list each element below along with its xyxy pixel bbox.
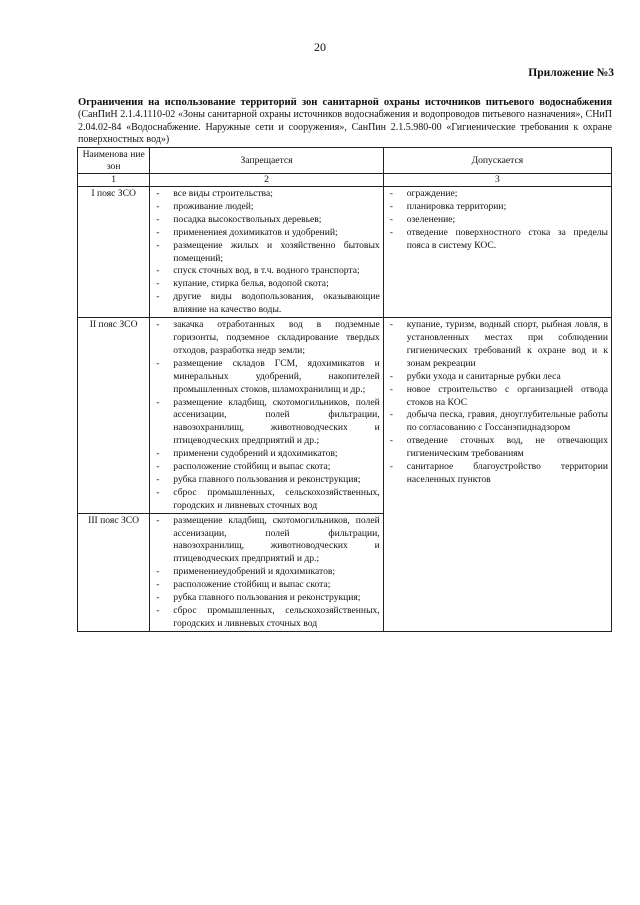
list-item: - проживание людей;: [153, 201, 379, 214]
header-allowed: Допускается: [383, 148, 611, 174]
zone-name-3: III пояс ЗСО: [78, 513, 150, 631]
table-header-row: [78, 148, 612, 174]
table-row-zone-1: [78, 187, 612, 318]
list-item: - другие виды водопользования, оказывающие влияние на качество воды.: [153, 291, 379, 317]
header-forbidden: Запрещается: [150, 148, 383, 174]
list-item: - закачка отработанных вод в подземные горизонты, подземное складирование твердых отходов, разработка недр земли;: [153, 319, 379, 358]
list-item: - сброс промышленных, сельскохозяйственных, городских и ливневых сточных вод: [153, 605, 379, 631]
zone-name-1: I пояс ЗСО: [78, 187, 150, 318]
forbidden-cell-3: [150, 513, 383, 631]
table-row-zone-2: [78, 318, 612, 514]
list-item: - рубка главного пользования и реконструкция;: [153, 474, 379, 487]
list-item: - применени судобрений и ядохимикатов;: [153, 448, 379, 461]
list-item: - применениеудобрений и ядохимикатов;: [153, 566, 379, 579]
list-item: - ограждение;: [387, 188, 608, 201]
forbidden-cell-1: [150, 187, 383, 318]
column-number-1: 1: [78, 174, 150, 187]
heading-bold: Ограничения на использование территорий зон санитарной охраны источников питьевого водоснабжения: [78, 97, 612, 108]
list-item: - сброс промышленных, сельскохозяйственных, городских и ливневых сточных вод: [153, 487, 379, 513]
list-item: - размещение кладбищ, скотомогильников, полей ассенизации, полей фильтрации, навозохранилищ, животноводческих и птицеводческих предприятий и др.;: [153, 397, 379, 449]
list-item: - санитарное благоустройство территории населенных пунктов: [387, 461, 608, 487]
list-item: - спуск сточных вод, в т.ч. водного транспорта;: [153, 265, 379, 278]
list-item: - отведение поверхностного стока за пределы пояса в систему КОС.: [387, 227, 608, 253]
list-item: - размещение складов ГСМ, ядохимикатов и минеральных удобрений, накопителей промышленных стоков, шламохранилищ и др.;: [153, 358, 379, 397]
restrictions-table: [77, 147, 612, 632]
list-item: - рубки ухода и санитарные рубки леса: [387, 371, 608, 384]
list-item: - расположение стойбищ и выпас скота;: [153, 579, 379, 592]
list-item: - размещение кладбищ, скотомогильников, полей ассенизации, полей фильтрации, навозохранилищ, животноводческих и птицеводческих предприятий и др.;: [153, 515, 379, 567]
table-number-row: [78, 174, 612, 187]
forbidden-cell-2: [150, 318, 383, 514]
list-item: - купание, туризм, водный спорт, рыбная ловля, в установленных местах при соблюдении гигиенических требований к охране вод и к зонам рекреации: [387, 319, 608, 371]
allowed-cell-2: [383, 318, 611, 632]
list-item: - размещение жилых и хозяйственно бытовых помещений;: [153, 240, 379, 266]
header-zone-name: Наименова ние зон: [78, 148, 150, 174]
appendix-label: Приложение №3: [528, 67, 614, 79]
list-item: - применениея дохимикатов и удобрений;: [153, 227, 379, 240]
list-item: - купание, стирка белья, водопой скота;: [153, 278, 379, 291]
list-item: - рубка главного пользования и реконструкция;: [153, 592, 379, 605]
column-number-3: 3: [383, 174, 611, 187]
list-item: - озеленение;: [387, 214, 608, 227]
heading-normal: (СанПиН 2.1.4.1110-02 «Зоны санитарной охраны источников водоснабжения и водопроводов питьевого назначения», СНиП 2.04.02-84 «Водоснабжение. Наружные сети и сооружения», СанПин 2.1.5.980-00 «Гигиенические требования к охране поверхностных вод»): [78, 109, 612, 145]
zone-name-2: II пояс ЗСО: [78, 318, 150, 514]
list-item: - все виды строительства;: [153, 188, 379, 201]
list-item: - планировка территории;: [387, 201, 608, 214]
page-number: 20: [314, 40, 326, 54]
allowed-cell-1: [383, 187, 611, 318]
list-item: - отведение сточных вод, не отвечающих гигиеническим требованиям: [387, 435, 608, 461]
column-number-2: 2: [150, 174, 383, 187]
list-item: - новое строительство с организацией отвода стоков на КОС: [387, 384, 608, 410]
list-item: - добыча песка, гравия, дноуглубительные работы по согласованию с Госсанэпиднадзором: [387, 409, 608, 435]
list-item: - расположение стойбищ и выпас скота;: [153, 461, 379, 474]
document-heading: [78, 97, 612, 146]
list-item: - посадка высокоствольных деревьев;: [153, 214, 379, 227]
